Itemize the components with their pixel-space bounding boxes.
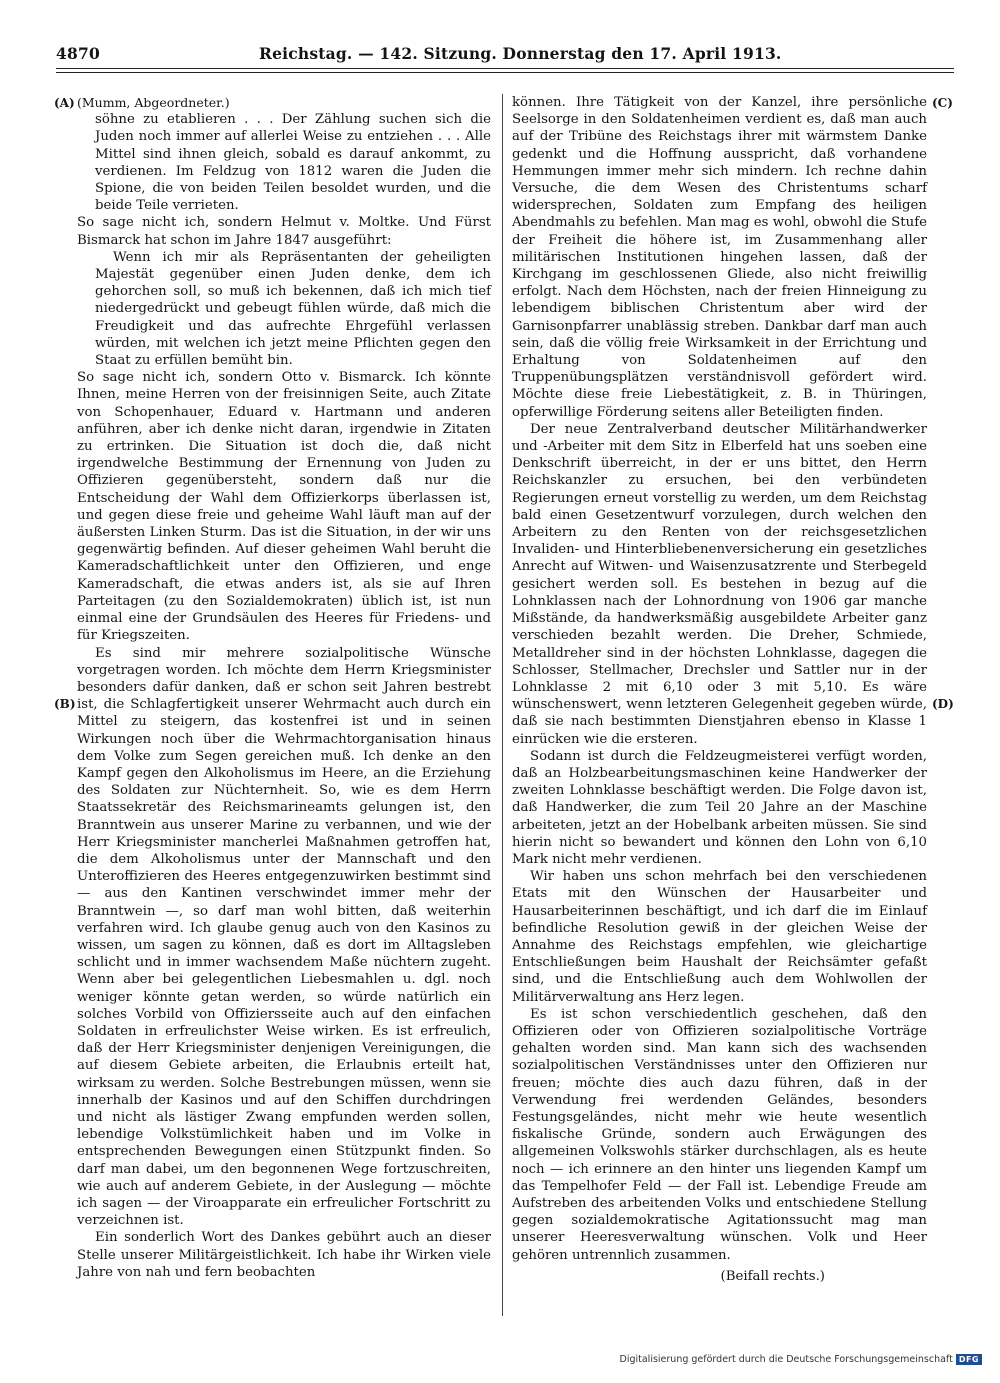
- margin-marker-b: (B): [54, 697, 76, 711]
- header-rule-top: [56, 68, 954, 69]
- footer-credit: Digitalisierung gefördert durch die Deutsche Forschungsgemeinschaft: [619, 1354, 953, 1365]
- dfg-logo-icon: DFG: [956, 1354, 982, 1365]
- right-paragraph-1: können. Ihre Tätigkeit von der Kanzel, ihre persönliche Seelsorge in den Soldatenheimen verdient es, daß man auch auf der Tribüne des Reichstags ihrer mit wärmstem Danke gedenkt und die Hoffnung ausspricht, daß vorhandene Hemmungen immer mehr sich mindern. Ich rechne dahin Versuche, die dem Wesen des Christentums scharf widersprechen, Soldaten zum Empfang des heiligen Abendmahls zu befehlen. Man mag es wohl, obwohl die Stufe der Freiheit die höhere ist, im Zusammenhang aller militärischen Institutionen hingehen lassen, daß der Kirchgang im geschlossenen Gliede, also nicht freiwillig erfolgt. Nach dem Höchsten, nach der freien Hinneigung zu lebendigem biblischen Christentum aber wird der Garnisonpfarrer unablässig streben. Dankbar darf man auch sein, daß die völlig freie Wirksamkeit in der Errichtung und Erhaltung von Soldatenheimen auf den Truppenübungsplätzen verständnisvoll gefördert wird. Möchte diese freie Liebestätigkeit, z. B. in Thüringen, opferwillige Förderung seitens aller Beteiligten finden.: [512, 95, 927, 420]
- left-paragraph-2: So sage nicht ich, sondern Helmut v. Moltke. Und Fürst Bismarck hat schon im Jahre 1847 ausgeführt:: [77, 215, 491, 248]
- left-paragraph-1: söhne zu etablieren . . . Der Zählung suchen sich die Juden noch immer auf allerlei Weise zu entziehen . . . Alle Mittel sind ihnen gleich, sobald es darauf ankommt, zu verdienen. Im Feldzug von 1812 waren die Juden die Spione, die von beiden Teilen besoldet wurden, und die beide Teile verrieten.: [95, 112, 491, 214]
- left-paragraph-6: Ein sonderlich Wort des Dankes gebührt auch an dieser Stelle unserer Militärgeistlichkeit. Ich habe ihr Wirken viele Jahre von nah und fern beobachten: [77, 1230, 491, 1280]
- header-rule-bottom: [56, 72, 954, 73]
- margin-marker-d: (D): [932, 697, 954, 711]
- right-column: [512, 94, 927, 1316]
- running-title: Reichstag. — 142. Sitzung. Donnerstag den 17. April 1913.: [259, 44, 782, 63]
- left-paragraph-3: Wenn ich mir als Repräsentanten der geheiligten Majestät gegenüber einen Juden denke, dem ich gehorchen soll, so muß ich bekennen, daß ich mich tief niedergedrückt und gebeugt fühlen würde, daß mich die Freudigkeit und das aufrechte Ehrgefühl verlassen würden, mit welchen ich jetzt meine Pflichten gegen den Staat zu erfüllen bemüht bin.: [95, 249, 491, 369]
- speaker-label: (Mumm, Abgeordneter.): [77, 95, 230, 110]
- left-paragraph-4: So sage nicht ich, sondern Otto v. Bismarck. Ich könnte Ihnen, meine Herren von der freisinnigen Seite, auch Zitate von Schopenhauer, Eduard v. Hartmann und anderen anführen, aber ich denke nicht daran, irgendwie in Zitaten zu ertrinken. Die Situation ist doch die, daß nicht irgendwelche Bestimmung der Ernennung von Juden zu Offizieren gegenübersteht, sondern daß nur die Entscheidung der Wahl dem Offizierkorps überlassen ist, und gegen diese freie und geheime Wahl läuft man auf der äußersten Linken Sturm. Das ist die Situation, in der wir uns gegenwärtig befinden. Auf dieser geheimen Wahl beruht die Kameradschaftlichkeit unter den Offizieren, und enge Kameradschaft, die etwas anders ist, als sie auf Ihren Parteitagen (zu den Sozialdemokraten) üblich ist, ist nun einmal eine der Grundsäulen des Heeres für Friedens- und für Kriegszeiten.: [77, 370, 491, 644]
- margin-marker-c: (C): [932, 96, 953, 110]
- page-number: 4870: [56, 44, 100, 63]
- digitization-footer: [620, 1354, 982, 1365]
- page-header: [56, 44, 956, 66]
- column-divider: [502, 94, 503, 1316]
- left-paragraph-5: Es sind mir mehrere sozialpolitische Wünsche vorgetragen worden. Ich möchte dem Herrn Kriegsminister besonders dafür danken, daß er schon seit Jahren bestrebt ist, die Schlagfertigkeit unserer Wehrmacht auch durch ein Mittel zu steigern, das kostenfrei ist und in seinen Wirkungen noch über die Wehrmachtorganisation hinaus dem Volke zum Segen gereichen muß. Ich denke an den Kampf gegen den Alkoholismus im Heere, an die Erziehung des Soldaten zur Nüchternheit. So, wie es dem Herrn Staatssekretär des Reichsmarineamts gelungen ist, den Branntwein aus unserer Marine zu verbannen, und wie der Herr Kriegsminister mancherlei Maßnahmen getroffen hat, die dem Alkoholismus unter der Mannschaft und den Unteroffizieren des Heeres entgegenzuwirken bestimmt sind — aus den Kantinen verschwindet immer mehr der Branntwein —, so darf man wohl bitten, daß weiterhin verfahren wird. Ich glaube genug auch von den Kasinos zu wissen, um sagen zu können, daß es dort im Alltagsleben schlicht und in immer wachsendem Maße nüchtern zugeht. Wenn aber bei gelegentlichen Liebesmahlen u. dgl. noch weniger könnte getan werden, so würde natürlich ein solches Vorbild von Offiziersseite auch auf den einfachen Soldaten in erfreulichster Weise wirken. Es ist erfreulich, daß der Herr Kriegsminister denjenigen Vereinigungen, die auf diesem Gebiete arbeiten, die Erlaubnis erteilt hat, wirksam zu werden. Solche Bestrebungen müssen, wenn sie innerhalb der Kasinos und auf den Schiffen durchdringen und nicht als lästiger Zwang empfunden werden sollen, lebendige Volkstümlichkeit haben und im Volke in entsprechenden Bewegungen einen Stützpunkt finden. So darf man dabei, um den begonnenen Wege fortzuschreiten, wie auch auf anderem Gebiete, in der Auslegung — möchte ich sagen — der Viroapparate ein erfreulicher Fortschritt zu verzeichnen ist.: [77, 645, 491, 1229]
- margin-marker-a: (A): [54, 96, 75, 110]
- left-column: [77, 94, 491, 1316]
- right-paragraph-4: Wir haben uns schon mehrfach bei den verschiedenen Etats mit den Wünschen der Hausarbeiter und Hausarbeiterinnen beschäftigt, und ich darf die im Einlauf befindliche Resolution gewiß in der gleichen Weise der Annahme des Reichstags empfehlen, wie gleichartige Entschließungen beim Haushalt der Reichsämter gefaßt sind, und die Entschließung auch dem Wohlwollen der Militärverwaltung ans Herz legen.: [512, 869, 927, 1005]
- right-paragraph-5: Es ist schon verschiedentlich geschehen, daß den Offizieren oder von Offizieren sozialpolitische Vorträge gehalten worden sind. Man kann sich des wachsenden sozialpolitischen Verständnisses unter den Offizieren nur freuen; möchte dies auch dazu führen, daß in der Verwendung frei werdenden Geländes, besonders Festungsgeländes, nicht mehr wie heute wesentlich fiskalische Gründe, sondern auch Erwägungen des allgemeinen Volkswohls stärker durchschlagen, als es heute noch — ich erinnere an den hinter uns liegenden Kampf um das Tempelhofer Feld — der Fall ist. Lebendige Freude am Aufstreben des arbeitenden Volks und entschiedene Stellung gegen sozialdemokratische Agitationssucht mag man unserer Heeresverwaltung wünschen. Volk und Heer gehören untrennlich zusammen.: [512, 1006, 927, 1263]
- applause-note: (Beifall rechts.): [720, 1268, 825, 1284]
- right-paragraph-2: Der neue Zentralverband deutscher Militärhandwerker und -Arbeiter mit dem Sitz in Elberfeld hat uns soeben eine Denkschrift überreicht, in der er uns bittet, den Herrn Reichskanzler zu ersuchen, bei den verbündeten Regierungen erneut vorstellig zu werden, um dem Reichstag bald einen Gesetzentwurf vorzulegen, durch welchen den Arbeitern zu den Renten von der reichsgesetzlichen Invaliden- und Hinterbliebenenversicherung ein gesetzliches Anrecht auf Witwen- und Waisenzusatzrente und Sterbegeld gesichert werden soll. Es bestehen in bezug auf die Lohnklassen nach der Lohnordnung von 1906 gar manche Mißstände, da handwerksmäßig ausgebildete Arbeiter ganz verschieden bezahlt werden. Die Dreher, Schmiede, Metalldreher sind in der höchsten Lohnklasse, dagegen die Schlosser, Stellmacher, Drechsler und Sattler nur in der Lohnklasse 2 mit 6,10 oder 3 mit 5,10. Es wäre wünschenswert, wenn letzteren Gelegenheit gegeben würde, daß sie nach bestimmten Dienstjahren ebenso in Klasse 1 einrücken wie die ersteren.: [512, 421, 927, 747]
- right-paragraph-3: Sodann ist durch die Feldzeugmeisterei verfügt worden, daß an Holzbearbeitungsmaschinen keine Handwerker der zweiten Lohnklasse beschäftigt werden. Die Folge davon ist, daß Handwerker, die zum Teil 20 Jahre an der Maschine arbeiteten, jetzt an der Hobelbank arbeiten müssen. Sie sind hierin nicht so bewandert und können den Lohn von 6,10 Mark nicht mehr verdienen.: [512, 748, 927, 867]
